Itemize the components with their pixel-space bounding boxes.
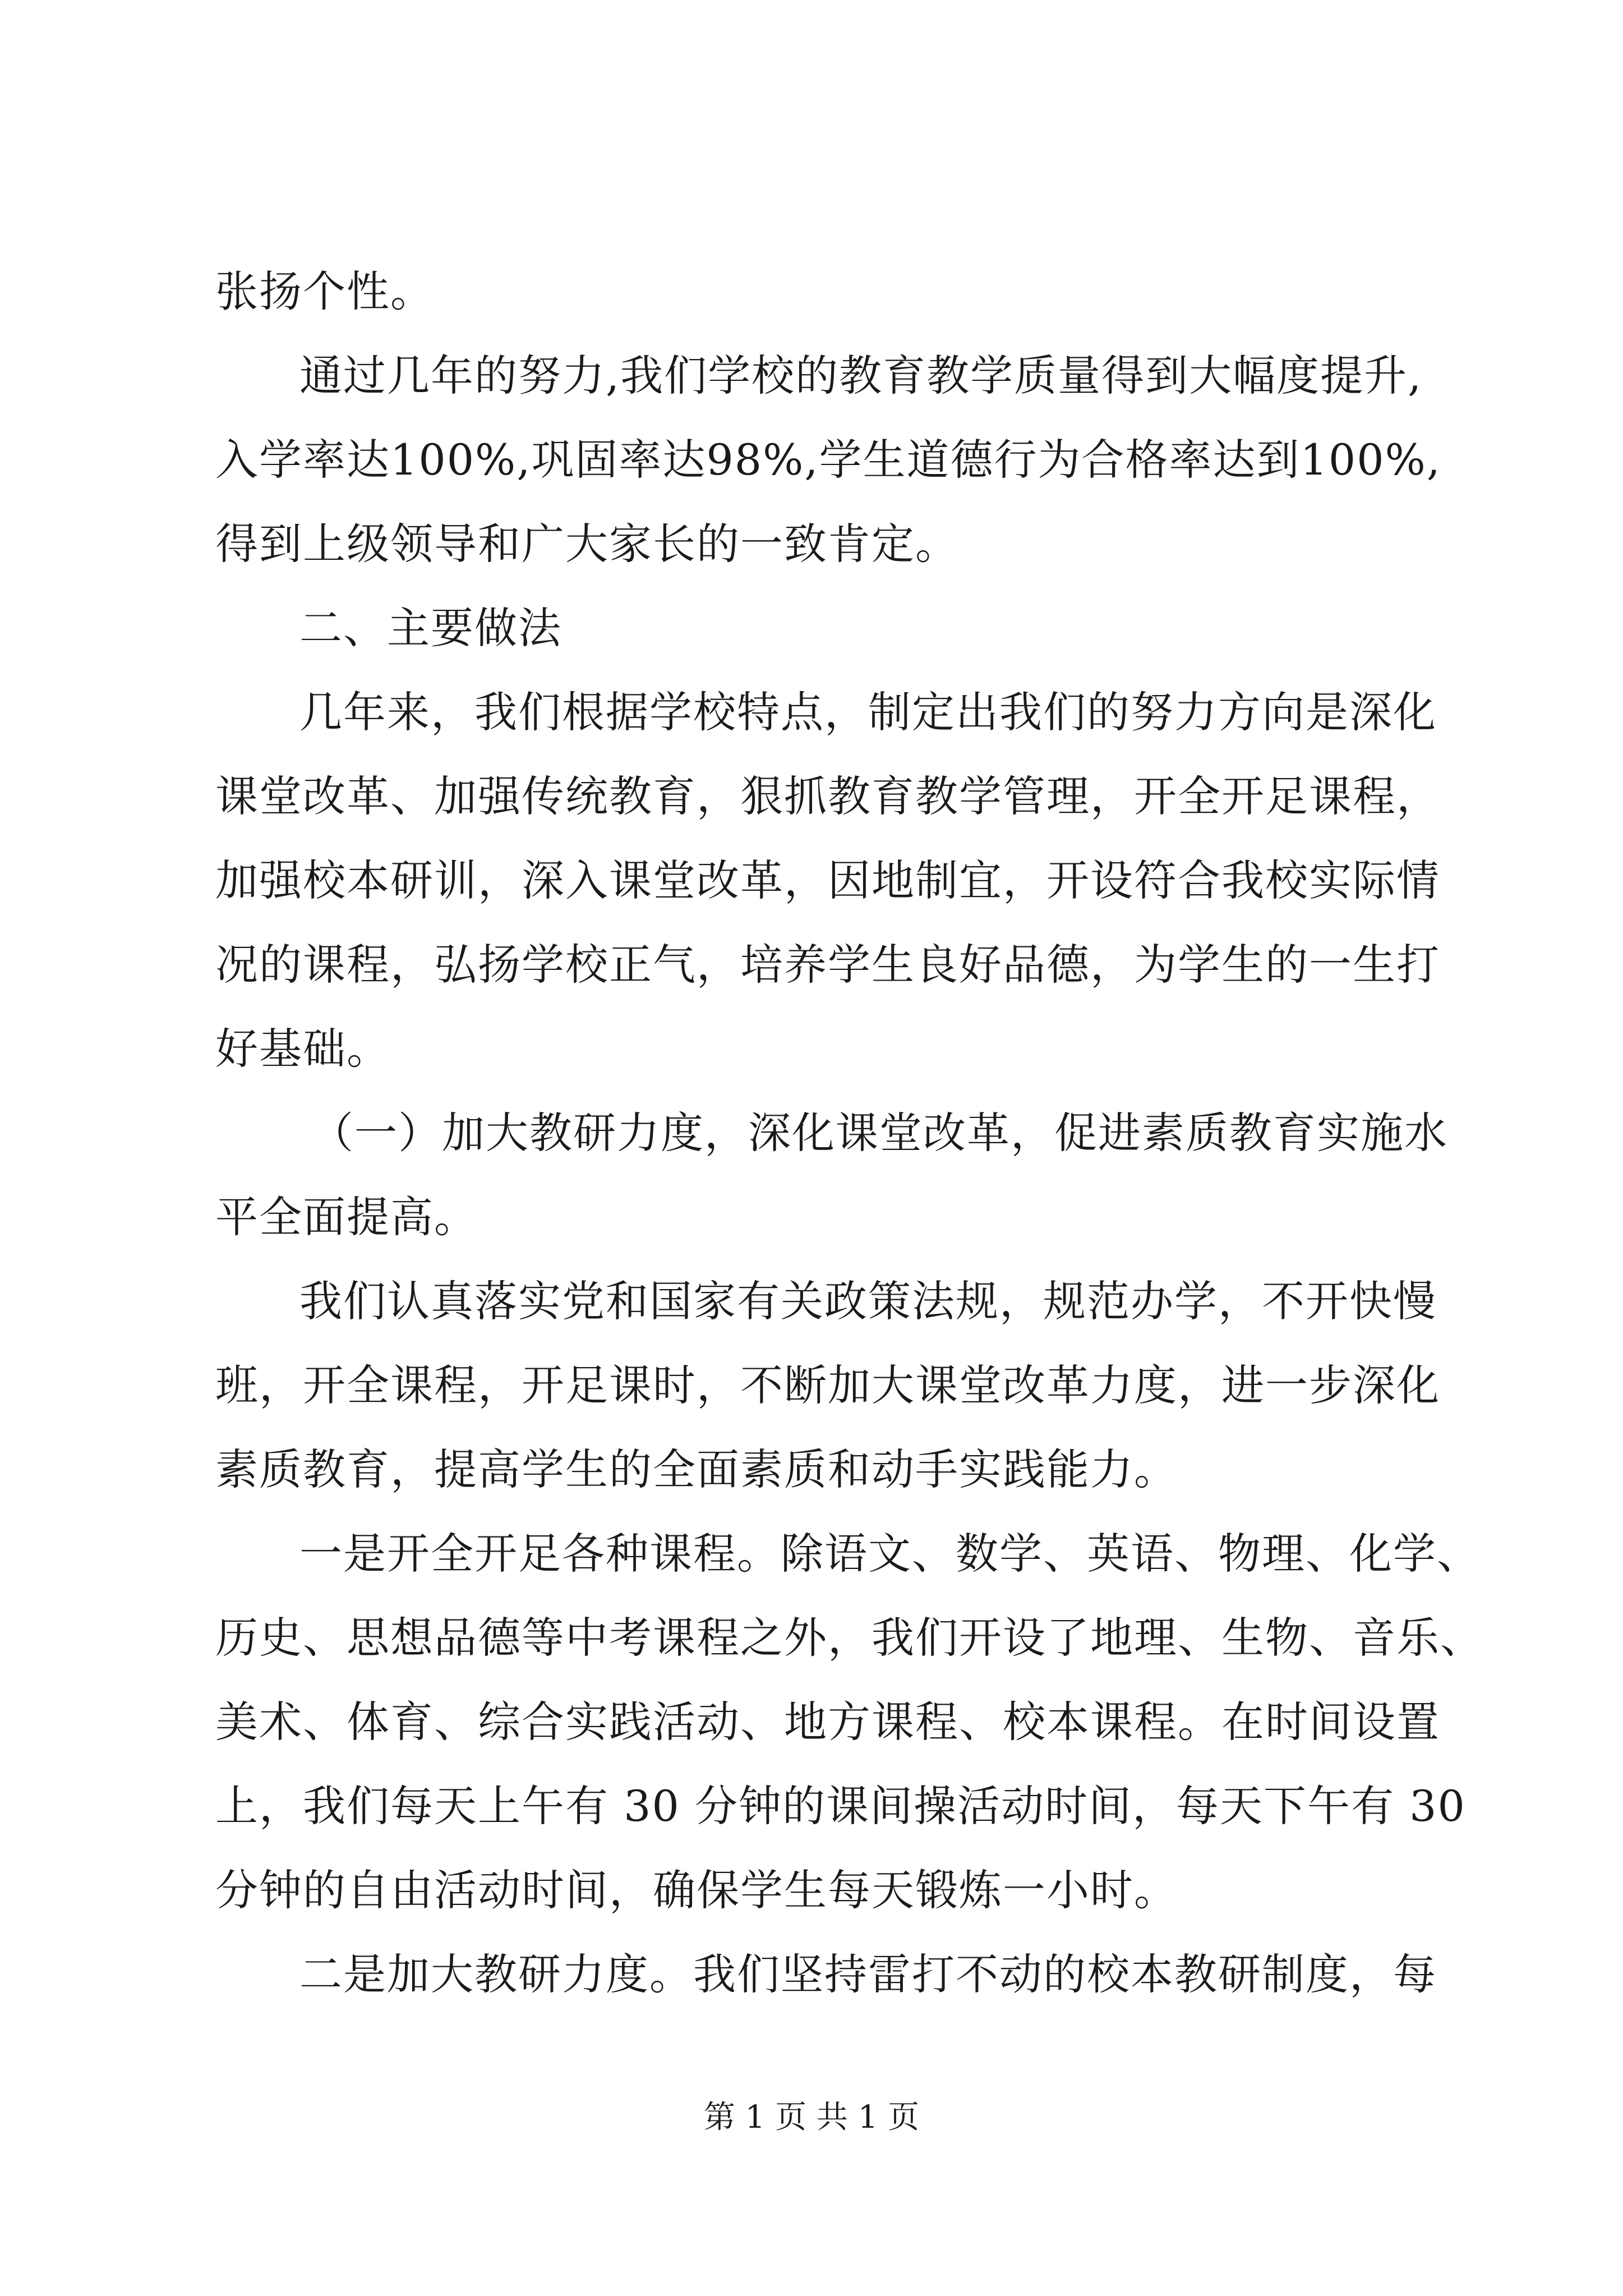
text-line: 况的课程，弘扬学校正气，培养学生良好品德，为学生的一生打 <box>215 940 1440 990</box>
text-line: 上，我们每天上午有 30 分钟的课间操活动时间，每天下午有 30 <box>215 1781 1466 1831</box>
text-line: 平全面提高。 <box>215 1192 478 1242</box>
text-line: 得到上级领导和广大家长的一致肯定。 <box>215 519 959 569</box>
text-line: 一是开全开足各种课程。除语文、数学、英语、物理、化学、 <box>299 1529 1481 1579</box>
text-line: 张扬个性。 <box>215 266 434 316</box>
text-line: 班，开全课程，开足课时，不断加大课堂改革力度，进一步深化 <box>215 1360 1440 1410</box>
text-line: 加强校本研训，深入课堂改革，因地制宜，开设符合我校实际情 <box>215 855 1440 905</box>
text-line: 我们认真落实党和国家有关政策法规，规范办学，不开快慢 <box>299 1276 1437 1326</box>
subsection-heading: （一）加大教研力度，深化课堂改革，促进素质教育实施水 <box>311 1108 1448 1158</box>
text-line: 好基础。 <box>215 1024 390 1074</box>
text-line: 二是加大教研力度。我们坚持雷打不动的校本教研制度，每 <box>299 1949 1437 1999</box>
text-line: 分钟的自由活动时间，确保学生每天锻炼一小时。 <box>215 1865 1178 1915</box>
section-heading: 二、主要做法 <box>299 603 562 653</box>
text-line: 几年来，我们根据学校特点，制定出我们的努力方向是深化 <box>299 687 1437 737</box>
text-line: 入学率达100%,巩固率达98%,学生道德行为合格率达到100%, <box>215 435 1441 485</box>
text-line: 素质教育，提高学生的全面素质和动手实践能力。 <box>215 1444 1178 1494</box>
text-line: 历史、思想品德等中考课程之外，我们开设了地理、生物、音乐、 <box>215 1613 1484 1663</box>
text-line: 美术、体育、综合实践活动、地方课程、校本课程。在时间设置 <box>215 1697 1440 1747</box>
page-footer: 第 1 页 共 1 页 <box>703 2099 920 2136</box>
text-line: 课堂改革、加强传统教育，狠抓教育教学管理，开全开足课程， <box>215 771 1440 821</box>
text-line: 通过几年的努力,我们学校的教育教学质量得到大幅度提升, <box>299 351 1423 401</box>
